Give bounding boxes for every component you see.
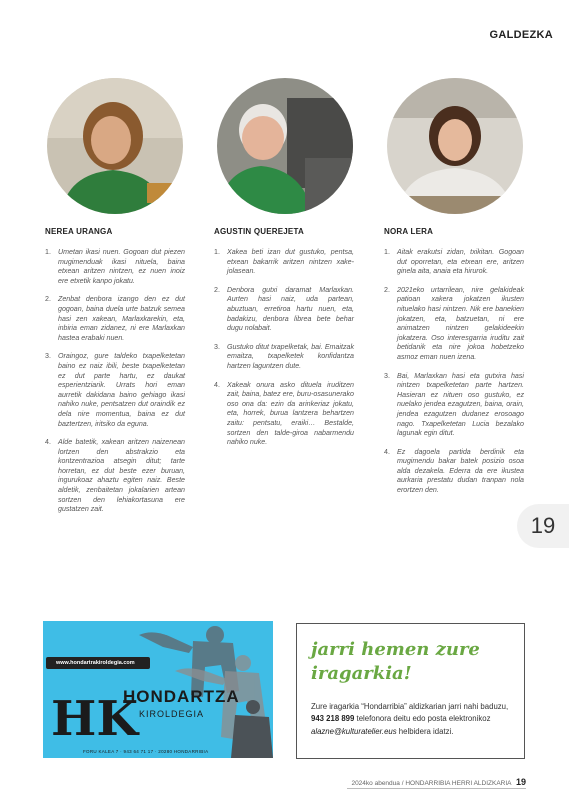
- interviewee-name: AGUSTIN QUEREJETA: [214, 227, 304, 236]
- issue-date: 2024ko abendua: [351, 780, 400, 787]
- answer-text: Ez dagoela partida berdinik eta mugimendu bakar batek posizio osoa alda dezakela. Ederra da ere ikustea aurkaria prestatu dudan tranpan nola erortzen den.: [397, 447, 524, 495]
- answer-list: [384, 248, 524, 496]
- ad-body-text: helbidera idatzi.: [396, 726, 454, 736]
- answer-item: [214, 248, 354, 277]
- ad-body-text: telefonora deitu edo posta elektronikoz: [354, 714, 491, 724]
- footer-rule: [347, 788, 526, 789]
- answer-item: [45, 352, 185, 429]
- answer-item: [384, 448, 524, 496]
- kiroldegia-advertisement[interactable]: [43, 621, 273, 758]
- answer-number: 4.: [214, 380, 220, 389]
- section-title: GALDEZKA: [489, 29, 553, 41]
- answer-item: [45, 295, 185, 343]
- answer-list: [214, 248, 354, 448]
- address-line: FORU KALEA 7 · 943 64 71 17 · 20280 HONDARRIBIA: [83, 749, 209, 754]
- ad-body-text: Zure iragarkia “Hondarribia” aldizkarian jarri nahi baduzu,: [311, 702, 509, 711]
- portrait-nora-lera: [387, 78, 523, 214]
- answer-text: Xakeak onura asko dituela iruditzen zait, baina, batez ere, buru-osasunerako oso ona da: ezin da arinkeriaz jokatu, eta, horrek, burua lantzera behartzen zaitu: pentsatu, eraiki… Bestalde, sortzen den talde-giroa nabarmendu nahiko nuke.: [227, 380, 354, 447]
- footer-separator: /: [401, 780, 404, 787]
- column-nora-lera: [384, 227, 524, 505]
- email-link[interactable]: alazne@kulturatelier.eus: [311, 726, 397, 736]
- answer-text: Oraingoz, gure taldeko txapelketetan baino ez naiz ibili, beste txapelketetan ez dut parte hartu, ez daukat esperientziarik. Urrats hori eman aurretik dakidana baino gehiago ikasi nahiko nuke, pentsatzen dut oraindik ez dela nire momentua, baina ez dut baztertzen, iritsiko da eguna.: [58, 352, 185, 428]
- answer-number: 3.: [384, 371, 390, 380]
- ad-headline: jarri hemen zure iragarkia!: [311, 639, 480, 684]
- answer-item: [384, 248, 524, 277]
- answer-text: Bai, Marlaxkan hasi eta gutxira hasi nintzen txapelketetan parte hartzen. Hasieran ez nituen oso gustuko, ez nuelako jendea ezagutzen, baina, orain, jendea ezagutzen dudanez erosoago nago. Txapelketetan Lucia bezalako lagunak egin ditut.: [397, 371, 524, 438]
- advertise-here-box: [296, 623, 525, 759]
- answer-number: 2.: [45, 295, 51, 304]
- answer-item: [214, 286, 354, 334]
- answer-item: [384, 286, 524, 363]
- column-agustin-querejeta: [214, 227, 354, 457]
- magazine-name: HONDARRIBIA HERRI ALDIZKARIA: [405, 780, 512, 787]
- answer-text: Zenbat denbora izango den ez dut gogoan, baina duela urte batzuk semea hasi zen xakean, Marlaxkarekin, eta, inbiria eman zidanez, ni ere Marlaxkan hastea erabaki nuen.: [58, 295, 185, 342]
- answer-text: 2021eko urtarrilean, nire gelakideak patioan xakera jokatzen ikusten nituelako hasi nintzen. Nik ere banekien jokatzen, eta, batzuetan, ni ere animatzen nintzen gelakideekin jokatzera. Oso interesgarria iruditu zait betidanik eta nire jokoa hobetzeko asmoz eman nuen izena.: [397, 285, 524, 361]
- answer-number: 4.: [45, 438, 51, 447]
- portrait-agustin-querejeta: [217, 78, 353, 214]
- portrait-nerea-uranga: [47, 78, 183, 214]
- answer-text: Umetan ikasi nuen. Gogoan dut piezen mugimenduak ikasi nituela, baina etxean aritzen nintzen, ez nuen inoiz ere etxetik kanpo jokatu.: [58, 248, 185, 285]
- brand-subtitle: KIROLDEGIA: [139, 709, 205, 719]
- footer-page-number: 19: [515, 777, 526, 787]
- answer-text: Xakea beti izan dut gustuko, pentsa, etxean bakarrik aritzen nintzen xake-jolasean.: [227, 248, 354, 276]
- answer-number: 1.: [214, 248, 220, 256]
- answer-text: Gustuko ditut txapelketak, bai. Emaitzak emaitza, txapelketek konfidantza hartzen laguntzen dute.: [227, 342, 354, 370]
- answer-text: Aitak erakutsi zidan, txikitan. Gogoan dut oporretan, eta etxean ere, aritzen ginela aita, anaia eta hirurok.: [397, 248, 524, 276]
- column-nerea-uranga: [45, 227, 185, 524]
- answer-item: [45, 248, 185, 286]
- answer-number: 4.: [384, 447, 390, 456]
- answer-number: 3.: [214, 342, 220, 351]
- answer-list: [45, 248, 185, 515]
- answer-number: 2.: [214, 285, 220, 294]
- hk-logo: HK: [51, 691, 139, 747]
- answer-number: 1.: [45, 248, 51, 256]
- answer-number: 3.: [45, 352, 51, 361]
- page-footer: [351, 777, 526, 787]
- answer-text: Alde batetik, xakean aritzen naizenean lortzen den abstrakzio eta kontzentrazioa atsegin ditut; tarte horretan, ez dut beste ezer buruan, ingurukoaz ahaztu egiten naiz. Beste aldetik, zenbaitetan jokalarien artean sortzen den lehiakortasuna ere gustatzen zait.: [58, 438, 185, 514]
- answer-text: Denbora gutxi daramat Marlaxkan. Aurten hasi naiz, uda partean, abuztuan, erretiroa hartu nuen, eta, badakizu, denbora librea bete behar dugu nolabait.: [227, 285, 354, 333]
- answer-number: 2.: [384, 285, 390, 294]
- phone-number[interactable]: 943 218 899: [311, 714, 355, 724]
- answer-item: [214, 381, 354, 448]
- ad-body: [311, 701, 516, 738]
- website-url[interactable]: www.hondartrakiroldegia.com: [46, 657, 150, 669]
- interviewee-name: NORA LERA: [384, 227, 434, 236]
- answer-item: [384, 372, 524, 439]
- answer-item: [45, 438, 185, 515]
- brand-name: HONDARTZA: [123, 687, 240, 706]
- answer-number: 1.: [384, 248, 390, 256]
- answer-item: [214, 343, 354, 372]
- page-number-tab: 19: [517, 504, 569, 548]
- interviewee-name: NEREA URANGA: [45, 227, 113, 236]
